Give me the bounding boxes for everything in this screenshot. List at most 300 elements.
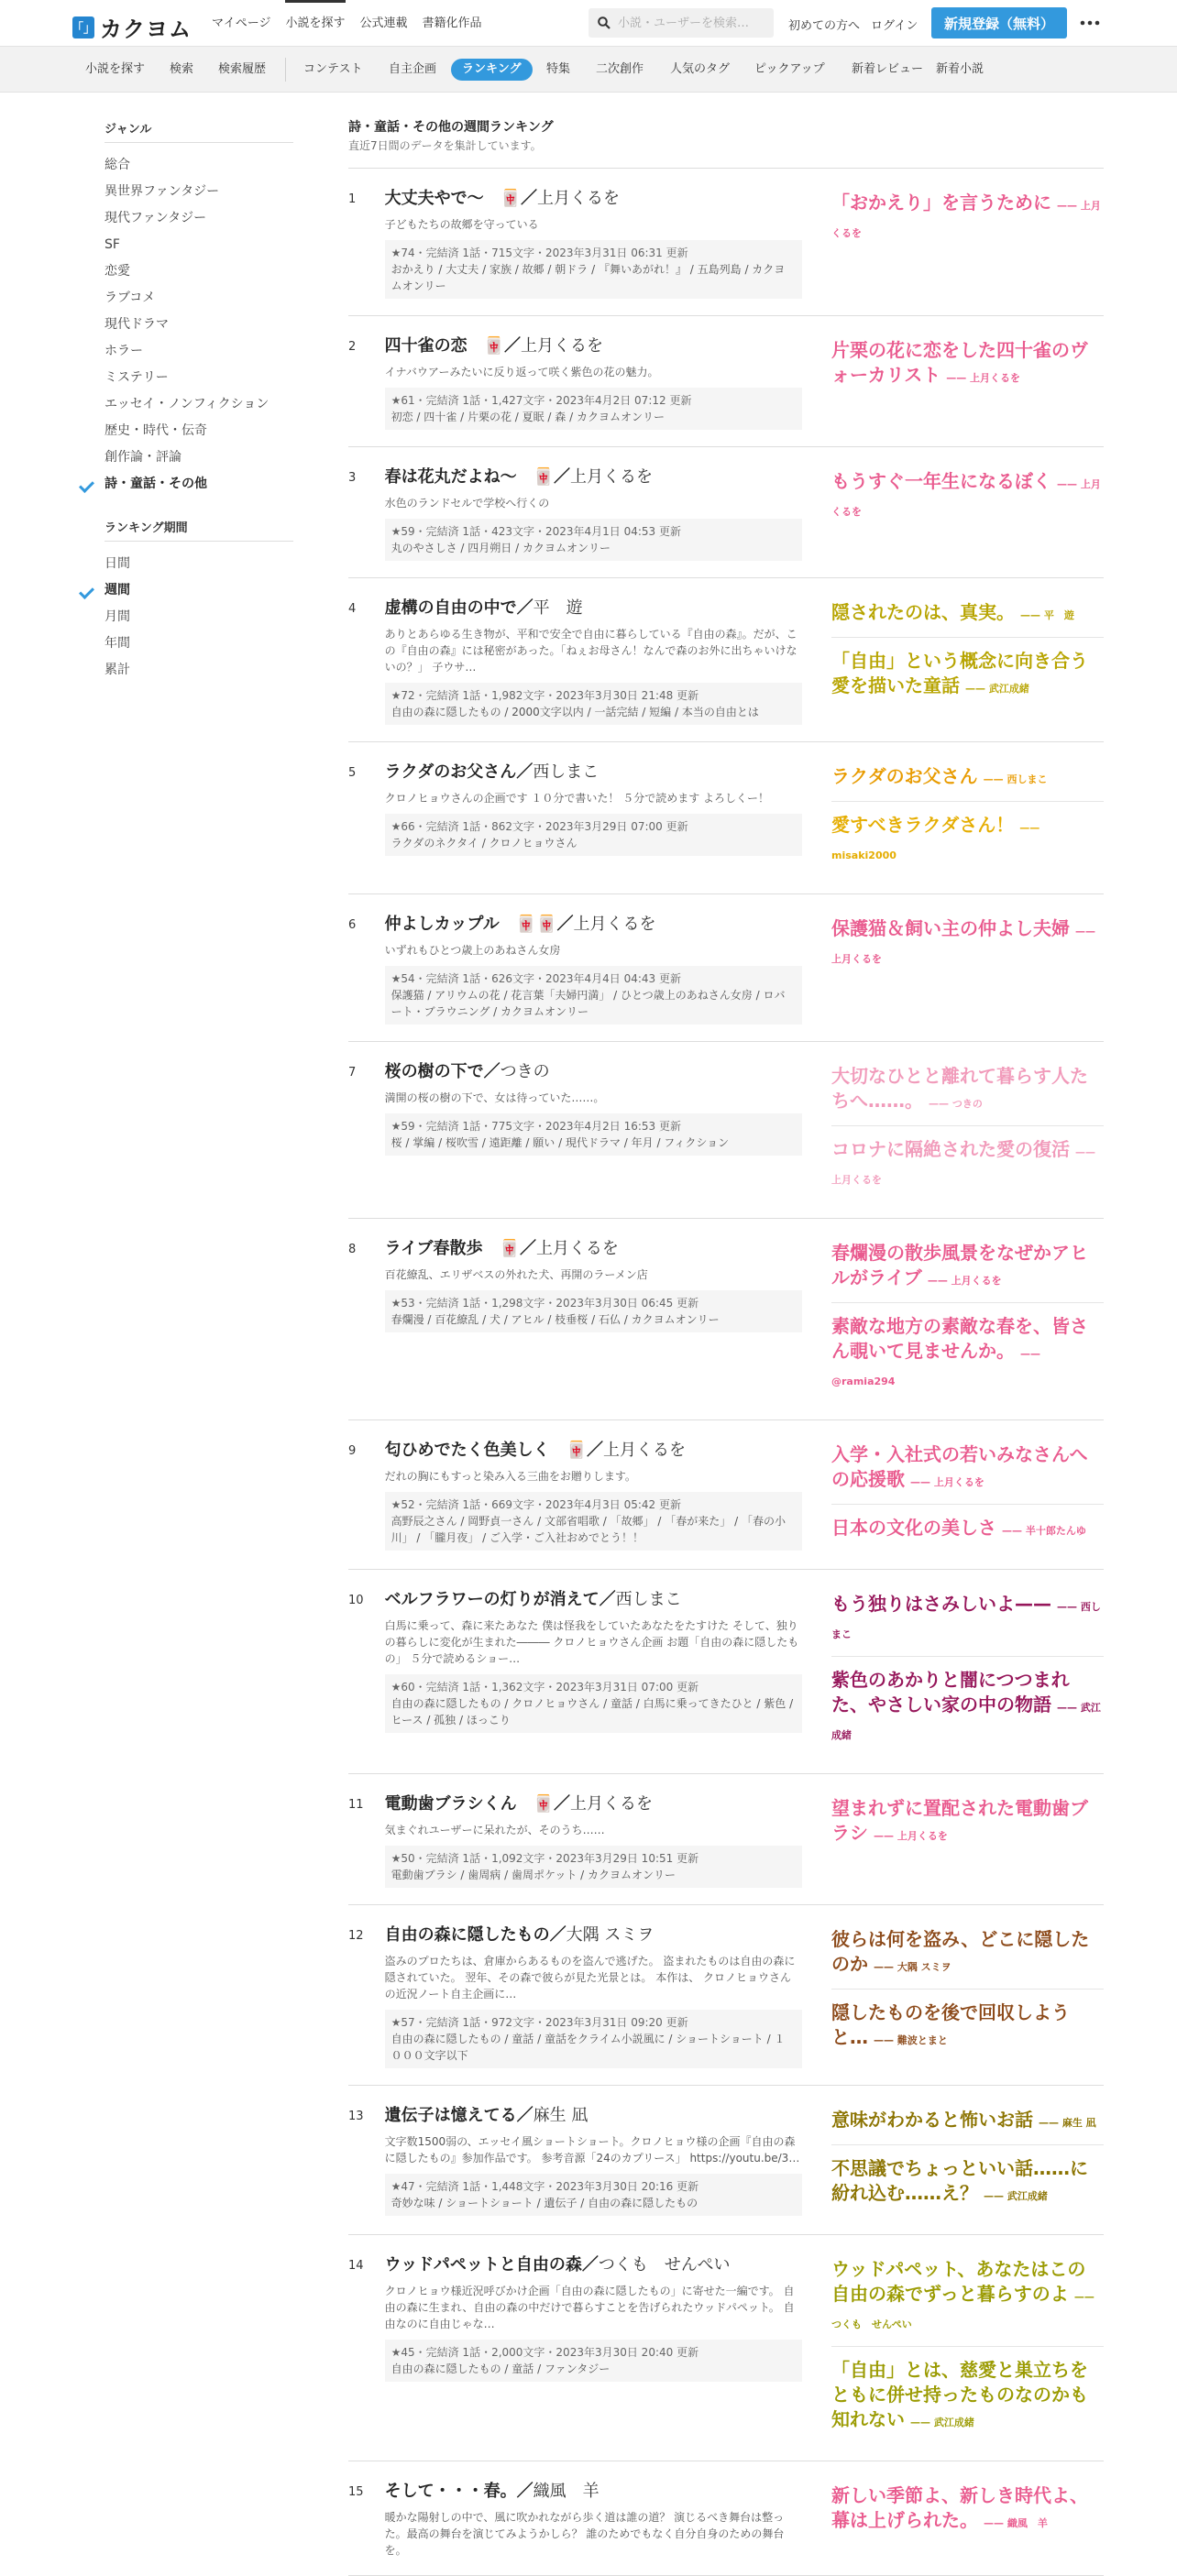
review-catch[interactable] [831,187,1104,255]
subnav-search[interactable]: 検索 [170,62,194,76]
work-meta [385,683,802,725]
review-catch[interactable] [831,1439,1104,1504]
work-stats: ★59・完結済 1話・423文字・2023年4月1日 04:53 更新 [390,525,681,538]
work-catchphrase: いずれもひとつ歳上のあねさん女房 [384,944,561,957]
review-catch[interactable] [831,913,1104,981]
period-item[interactable]: 日間 [104,556,130,571]
period-list [104,551,293,684]
work-meta [385,2174,802,2216]
work-author-link[interactable]: 上月くるを [521,336,604,356]
work-title [385,2253,802,2277]
first-time-link[interactable]: 初めての方へ [788,19,861,33]
ranking-row [348,2461,1104,2576]
ranking-sidebar [104,119,293,684]
site-logo[interactable] [72,11,192,43]
review-column [831,1588,1104,1757]
work-info [385,2104,802,2218]
work-meta [385,1492,802,1551]
subnav-ranking[interactable]: ランキング [451,59,533,81]
rank-number: 13 [348,2110,364,2123]
review-catch[interactable] [831,1792,1104,1858]
search-box [588,8,774,38]
review-author[interactable]: —— 上月くるを [928,1275,1002,1287]
title-separator: ／ [599,1590,616,1609]
review-column [831,1060,1104,1201]
review-author[interactable]: —— 武江成緒 [965,683,1029,695]
review-catch[interactable] [831,334,1104,400]
work-stats: ★66・完結済 1話・862文字・2023年3月29日 07:00 更新 [390,820,688,833]
work-tags[interactable]: 自由の森に隠したもの / 2000文字以内 / 一話完結 / 短編 / 本当の自由とは [390,706,759,718]
work-catchphrase: ありとあらゆる生き物が、平和で安全で自由に暮らしている『自由の森』。だが、この『自由の森』には秘密があった。「ねぇお母さん！なんで森のお外に出ちゃいけないの？」 子ウサ… [384,628,798,674]
work-title [385,2104,802,2128]
work-info [385,1439,802,1552]
work-title [385,1439,802,1463]
review-catch[interactable] [831,1989,1104,2062]
rank-number: 1 [348,192,357,206]
review-column [831,466,1104,561]
work-catchphrase: 子どもたちの故郷を守っている [384,218,539,231]
review-column [831,1439,1104,1552]
work-info [385,913,802,1025]
ranking-row [348,447,1104,578]
title-separator: ／ [581,2255,599,2275]
review-text: 不思議でちょっといい話……に紛れ込む……え？ [831,2157,1088,2204]
review-text: 春爛漫の散歩風景をなぜかアヒルがライブ [831,1242,1088,1288]
rank-number: 9 [348,1444,357,1458]
review-text: 大切なひとと離れて暮らす人たちへ……。 [831,1065,1088,1112]
work-author-link[interactable]: 西しまこ [533,762,600,782]
review-catch[interactable] [831,801,1104,877]
register-button[interactable]: 新規登録（無料） [931,7,1067,38]
work-author-link[interactable]: 上月くるを [535,1239,619,1258]
sub-nav [0,46,1177,93]
work-author-link[interactable]: つくも せんぺい [598,2255,731,2275]
ranking-row [348,894,1104,1042]
subnav-pickup[interactable]: ピックアップ [754,62,825,76]
work-tags[interactable]: 初恋 / 四十雀 / 片栗の花 / 夏眠 / 森 / カクヨムオンリー [390,411,665,423]
rank-number: 4 [348,602,357,616]
work-tags[interactable]: 自由の森に隠したもの / クロノヒョウさん / 童話 / 白馬に乗ってきたひと / 紫色 / ヒース / 孤独 / ほっこり [390,1697,794,1726]
nav-mypage[interactable]: マイページ [212,16,271,30]
ranking-row [348,1420,1104,1570]
work-title-link[interactable]: 四十雀の恋 🀄 [384,336,505,356]
ranking-row [348,1905,1104,2086]
work-stats: ★53・完結済 1話・1,298文字・2023年3月30日 06:45 更新 [390,1297,699,1310]
work-meta [385,1674,802,1733]
genre-item[interactable]: 総合 [104,158,130,172]
review-text: 保護猫＆飼い主の仲よし夫婦 [831,917,1070,939]
work-info [385,187,802,299]
work-title-link[interactable]: 春は花丸だよね～ 🀄 [384,467,555,487]
work-meta [385,2340,802,2382]
period-item[interactable]: 月間 [104,609,130,624]
work-title-link[interactable]: ベルフラワーの灯りが消えて [384,1590,600,1609]
ranking-row [348,1570,1104,1774]
subnav-search-history[interactable]: 検索履歴 [218,62,267,76]
period-item[interactable]: 年間 [104,636,130,651]
review-text: 紫色のあかりと闇につつまれた、やさしい家の中の物語 [831,1669,1070,1716]
title-separator: ／ [483,1062,500,1081]
work-catchphrase: クロノヒョウ様近況呼びかけ企画「自由の森に隠したもの」に寄せた一編です。 自由の森に生まれ、自由の森の中だけで暮らすことを告げられたウッドパペット。 自由なのに自由じゃな… [384,2285,795,2330]
review-catch[interactable] [831,1924,1104,1989]
review-catch[interactable] [831,761,1104,801]
ranking-main [348,117,1104,2576]
review-catch[interactable] [831,1588,1104,1656]
ranking-list [348,169,1104,2576]
subnav-new-reviews[interactable]: 新着レビュー [852,62,924,76]
ranking-row [348,2086,1104,2235]
review-text: 「自由」とは、慈愛と巣立ちをともに併せ持ったものなのかも知れない [831,2359,1088,2430]
review-author[interactable]: —— 麻生 凪 [1039,2117,1096,2129]
work-author-link[interactable]: 平 遊 [533,598,583,618]
work-author-link[interactable]: 上月くるを [570,1794,654,1814]
work-meta [385,966,802,1025]
work-meta [385,814,802,856]
work-stats: ★61・完結済 1話・1,427文字・2023年4月2日 07:12 更新 [390,394,692,407]
work-tags[interactable]: 春爛漫 / 百花繚乱 / 犬 / アヒル / 枝垂桜 / 石仏 / カクヨムオンリー [390,1313,720,1326]
review-catch[interactable] [831,2480,1104,2545]
work-tags[interactable]: 桜 / 掌編 / 桜吹雪 / 遠距離 / 願い / 現代ドラマ / 年月 / フィクション [390,1136,730,1149]
work-meta [385,240,802,299]
work-title [385,1924,802,1947]
review-author[interactable]: —— つくも せんぺい [831,2291,1094,2330]
title-separator: ／ [519,1239,536,1258]
global-header [0,0,1177,46]
title-separator: ／ [516,2482,534,2501]
work-meta [385,1113,802,1156]
page-subtitle: 直近7日間のデータを集計しています。 [348,139,542,152]
work-catchphrase: 水色のランドセルで学校へ行くの [384,497,550,510]
work-title [385,597,802,620]
review-catch[interactable] [831,1125,1104,1201]
review-column [831,1792,1104,1888]
page-title: 詩・童話・その他の週間ランキング [348,120,554,135]
genre-item[interactable]: ミステリー [104,370,169,385]
review-author[interactable]: —— 武江成緒 [910,2417,974,2428]
review-text: 隠されたのは、真実。 [831,601,1015,623]
work-title-link[interactable]: 電動歯ブラシくん 🀄 [384,1794,555,1814]
work-title-link[interactable]: 大丈夫やで～ 🀄 [384,189,522,208]
review-column [831,187,1104,299]
genre-item[interactable]: 詩・童話・その他 [104,471,293,498]
work-title-link[interactable]: ライブ春散歩 🀄 [384,1239,520,1258]
ranking-row [348,1219,1104,1420]
review-text: 彼らは何を盗み、どこに隠したのか [831,1928,1090,1975]
work-catchphrase: 文字数1500弱の、エッセイ風ショートショート。クロノヒョウ様の企画『自由の森に隠したもの』参加作品です。 参考音源「24のカプリース」 https://youtu.be/3… [384,2135,800,2165]
work-title [385,1792,802,1816]
work-info [385,1792,802,1888]
review-author[interactable]: —— 武江成緒 [831,1702,1101,1741]
genre-item[interactable]: 歴史・時代・伝奇 [104,423,207,438]
work-info [385,2480,802,2559]
work-title [385,761,802,784]
rank-number: 15 [348,2485,364,2499]
work-info [385,761,802,877]
rank-number: 8 [348,1243,357,1256]
ranking-row [348,1774,1104,1905]
work-stats: ★57・完結済 1話・972文字・2023年3月31日 09:20 更新 [390,2016,688,2029]
work-author-link[interactable]: 上月くるを [570,467,654,487]
review-author[interactable]: —— 平 遊 [1020,609,1074,621]
review-text: 素敵な地方の素敵な春を、皆さん覗いて見ませんか。 [831,1315,1088,1362]
subnav-new-novels[interactable]: 新着小説 [936,62,984,76]
review-author[interactable]: —— @ramia294 [831,1348,1040,1387]
work-meta [385,2010,802,2068]
work-stats: ★52・完結済 1話・669文字・2023年4月3日 05:42 更新 [390,1498,681,1511]
rank-number: 5 [348,766,357,780]
nav-published-works[interactable]: 書籍化作品 [422,16,482,30]
period-heading: ランキング期間 [104,518,293,542]
work-tags[interactable]: 自由の森に隠したもの / 童話 / 童話をクライム小説風に / ショートショート / １０００文字以下 [390,2033,786,2062]
ranking-row [348,169,1104,316]
work-title [385,187,802,211]
review-column [831,761,1104,877]
work-catchphrase: だれの胸にもすっと染み入る三曲をお贈りします。 [384,1470,636,1483]
work-meta [385,388,802,430]
review-author[interactable]: —— 大隅 スミヲ [874,1961,952,1973]
review-column [831,2104,1104,2218]
ranking-row [348,742,1104,894]
review-text: 望まれずに置配された電動歯ブラシ [831,1797,1088,1844]
work-catchphrase: イナバウアーみたいに反り返って咲く紫色の花の魅力。 [384,366,659,378]
work-author-link[interactable]: 西しまこ [615,1590,682,1609]
genre-heading: ジャンル [104,119,293,143]
review-column [831,1924,1104,2068]
work-info [385,334,802,430]
work-catchphrase: クロノヒョウさんの企画です １０分で書いた！ ５分で読めます よろしくー！ [384,792,770,805]
review-author[interactable]: —— 上月くるを [831,200,1101,239]
review-author[interactable]: —— 上月くるを [910,1476,984,1488]
review-author[interactable]: —— 西しまこ [984,773,1048,785]
work-title [385,1588,802,1612]
work-author-link[interactable]: 織風 羊 [533,2482,600,2501]
review-author[interactable]: —— 上月くるを [831,1146,1095,1186]
genre-item[interactable]: SF [104,237,120,252]
work-title-link[interactable]: ラクダのお父さん [384,762,517,782]
work-title-link[interactable]: 遺伝子は憶えてる [384,2106,517,2125]
review-catch[interactable] [831,1302,1104,1403]
review-catch[interactable] [831,637,1104,710]
review-catch[interactable] [831,1237,1104,1302]
ranking-row [348,316,1104,447]
logo-mark: 「」 [72,16,94,38]
work-stats: ★72・完結済 1話・1,982文字・2023年3月30日 21:48 更新 [390,689,699,702]
title-separator: ／ [504,336,522,356]
search-icon[interactable] [598,16,610,29]
review-text: 「おかえり」を言うために [831,192,1051,214]
review-text: 「自由」という概念に向き合う愛を描いた童話 [831,650,1088,696]
work-author-link[interactable]: 上月くるを [603,1441,687,1460]
work-title-link[interactable]: ウッドパペットと自由の森 [384,2255,582,2275]
genre-item[interactable]: 恋愛 [104,264,130,279]
genre-item[interactable]: 異世界ファンタジー [104,184,220,199]
review-author[interactable]: —— 織風 羊 [984,2517,1048,2529]
title-separator: ／ [554,467,571,487]
nav-find-novels[interactable]: 小説を探す [285,0,345,46]
review-catch[interactable] [831,2144,1104,2218]
review-author[interactable]: —— 難波とまと [874,2034,948,2046]
subnav-divider [285,58,286,82]
subnav-contest[interactable]: コンテスト [303,62,363,76]
work-info [385,597,802,725]
work-catchphrase: 盗みのプロたちは、倉庫からあるものを盗んで逃げた。 盗まれたものは自由の森に隠されていた。 翌年、その森で彼らが見た光景とは。 本作は、 クロノヒョウさんの近況ノート自主企画に… [384,1955,796,2001]
review-column [831,597,1104,725]
work-catchphrase: 満開の桜の樹の下で、女は待っていた……。 [384,1091,605,1104]
title-separator: ／ [554,1794,571,1814]
work-stats: ★60・完結済 1話・1,362文字・2023年3月31日 07:00 更新 [390,1681,699,1694]
rank-number: 6 [348,918,357,932]
period-item[interactable]: 週間 [104,577,293,604]
title-separator: ／ [549,1925,566,1945]
review-author[interactable]: —— 上月くるを [831,478,1101,518]
work-stats: ★50・完結済 1話・1,092文字・2023年3月29日 10:51 更新 [390,1852,699,1865]
work-info [385,1924,802,2068]
review-catch[interactable] [831,1656,1104,1757]
review-text: 日本の文化の美しさ [831,1517,996,1539]
rank-number: 11 [348,1798,364,1812]
review-text: 新しい季節よ、新しき時代よ、幕は上げられた。 [831,2484,1088,2531]
review-catch[interactable] [831,2346,1104,2444]
work-title [385,334,802,358]
review-author[interactable]: —— 上月くるを [831,926,1095,965]
work-title-link[interactable]: 自由の森に隠したもの [384,1925,550,1945]
work-catchphrase: 暖かな陽射しの中で、風に吹かれながら歩く道は誰の道？ 演じるべき舞台は整った。最高の舞台を演じてみようかしら？ 誰のためでもなく自分自身のための舞台を。 [384,2511,785,2557]
review-author[interactable]: —— 西しまこ [831,1601,1101,1640]
login-link[interactable]: ログイン [871,19,918,33]
work-catchphrase: 気まぐれユーザーに呆れたが、そのうち…… [384,1824,605,1836]
work-author-link[interactable]: 上月くるを [573,915,656,934]
title-separator: ／ [516,2106,534,2125]
work-tags[interactable]: 高野辰之さん / 岡野貞一さん / 文部省唱歌 / 「故郷」 / 「春が来た」 / 「春の小川」 / 「朧月夜」 / ご入学・ご入社おめでとう！！ [390,1515,786,1544]
work-tags[interactable]: 保護猫 / アリウムの花 / 花言葉「夫婦円満」 / ひとつ歳上のあねさん女房 / ロバート・ブラウニング / カクヨムオンリー [390,989,786,1018]
work-info [385,1588,802,1757]
work-meta [385,1846,802,1888]
work-meta [385,519,802,561]
work-info [385,1237,802,1403]
work-title [385,913,802,937]
review-catch[interactable] [831,1060,1104,1125]
review-column [831,913,1104,1025]
subnav-self-projects[interactable]: 自主企画 [389,62,437,76]
logo-text: カクヨム [100,16,192,42]
genre-item[interactable]: ラブコメ [104,290,156,305]
review-catch[interactable] [831,597,1104,637]
review-text: もうすぐ一年生になるぼく [831,470,1051,492]
work-title [385,2480,802,2504]
work-catchphrase: 白馬に乗って、森に来たあなた 僕は怪我をしていたあなたをたすけた そして、独りの暮らしに変化が生まれた――― クロノヒョウさん企画 お題「自由の森に隠したもの」 ５分で読めるショー… [384,1619,799,1665]
review-text: ラクダのお父さん [831,765,978,787]
subnav-fan-fiction[interactable]: 二次創作 [596,62,644,76]
title-separator: ／ [516,598,534,618]
review-author[interactable]: —— 上月くるを [874,1830,948,1842]
rank-number: 7 [348,1066,357,1080]
title-separator: ／ [587,1441,604,1460]
review-author[interactable]: —— 武江成緒 [984,2190,1048,2202]
work-title [385,1237,802,1261]
work-stats: ★47・完結済 1話・1,448文字・2023年3月30日 20:16 更新 [390,2180,699,2193]
work-catchphrase: 百花繚乱、エリザベスの外れた犬、再開のラーメン店 [384,1268,648,1281]
work-tags[interactable]: おかえり / 大丈夫 / 家族 / 故郷 / 朝ドラ / 『舞いあがれ！』 / 五島列島 / カクヨムオンリー [390,263,786,292]
work-tags[interactable]: 電動歯ブラシ / 歯周病 / 歯周ポケット / カクヨムオンリー [390,1869,676,1881]
review-text: 意味がわかると怖いお話 [831,2109,1033,2131]
review-column [831,2253,1104,2444]
work-tags[interactable]: 丸のやさしさ / 四月朔日 / カクヨムオンリー [390,542,610,554]
more-menu-icon[interactable] [1078,11,1102,35]
work-author-link[interactable]: つきの [500,1062,550,1081]
review-text: もう独りはさみしいよ—— [831,1593,1051,1615]
search-input[interactable] [618,16,774,30]
review-column [831,2480,1104,2559]
rank-number: 14 [348,2259,364,2273]
work-stats: ★74・完結済 1話・715文字・2023年3月31日 06:31 更新 [390,247,688,259]
review-author[interactable]: —— 上月くるを [946,372,1020,384]
subnav-find-novels[interactable]: 小説を探す [85,62,146,76]
work-title-link[interactable]: 虚構の自由の中で [384,598,517,618]
work-tags[interactable]: 自由の森に隠したもの / 童話 / ファンタジー [390,2362,610,2375]
work-author-link[interactable]: 大隅 スミヲ [566,1925,654,1945]
work-stats: ★54・完結済 1話・626文字・2023年4月4日 04:43 更新 [390,972,681,985]
work-tags[interactable]: ラクダのネクタイ / クロノヒョウさん [390,837,578,850]
review-catch[interactable] [831,2253,1104,2346]
work-info [385,1060,802,1201]
review-author[interactable]: —— misaki2000 [831,822,1040,861]
review-text: 隠したものを後で回収しようと… [831,2001,1070,2048]
rank-number: 10 [348,1594,364,1607]
work-title [385,1060,802,1084]
genre-item[interactable]: エッセイ・ノンフィクション [104,397,270,411]
work-title-link[interactable]: 匂ひめでたく色美しく 🀄 [384,1441,588,1460]
review-catch[interactable] [831,466,1104,533]
review-author[interactable]: —— 半十郎たんゆ [1002,1525,1086,1537]
ranking-row [348,1042,1104,1219]
work-title-link[interactable]: 桜の樹の下で [384,1062,484,1081]
ranking-row [348,2235,1104,2461]
review-text: 愛すべきラクダさん！ [831,814,1015,836]
period-item[interactable]: 累計 [104,663,130,677]
nav-official-series[interactable]: 公式連載 [359,16,408,30]
work-info [385,466,802,561]
review-catch[interactable] [831,2104,1104,2144]
title-separator: ／ [516,762,534,782]
work-author-link[interactable]: 上月くるを [537,189,621,208]
genre-item[interactable]: 創作論・評論 [104,450,182,465]
review-catch[interactable] [831,1504,1104,1552]
work-title [385,466,802,489]
rank-number: 3 [348,471,357,485]
work-author-link[interactable]: 麻生 凪 [533,2106,588,2125]
subnav-popular-tags[interactable]: 人気のタグ [670,62,731,76]
genre-item[interactable]: 現代ファンタジー [104,211,207,225]
work-info [385,2253,802,2444]
work-stats: ★45・完結済 1話・2,000文字・2023年3月30日 20:40 更新 [390,2346,699,2359]
work-title-link[interactable]: そして・・・春。 [384,2482,517,2501]
review-text: 入学・入社式の若いみなさんへの応援歌 [831,1443,1088,1490]
rank-number: 12 [348,1929,364,1943]
subnav-features[interactable]: 特集 [546,62,571,76]
review-column [831,334,1104,430]
work-tags[interactable]: 奇妙な味 / ショートショート / 遺伝子 / 自由の森に隠したもの [390,2197,698,2209]
work-meta [385,1290,802,1332]
genre-item[interactable]: 現代ドラマ [104,317,169,332]
genre-item[interactable]: ホラー [104,344,143,358]
title-separator: ／ [556,915,574,934]
work-title-link[interactable]: 仲よしカップル 🀄🀄 [384,915,557,934]
ranking-row [348,578,1104,742]
title-separator: ／ [521,189,538,208]
review-column [831,1237,1104,1403]
review-author[interactable]: —— つきの [929,1098,983,1110]
review-text: ウッドパペット、あなたはこの自由の森でずっと暮らすのよ [831,2258,1086,2305]
